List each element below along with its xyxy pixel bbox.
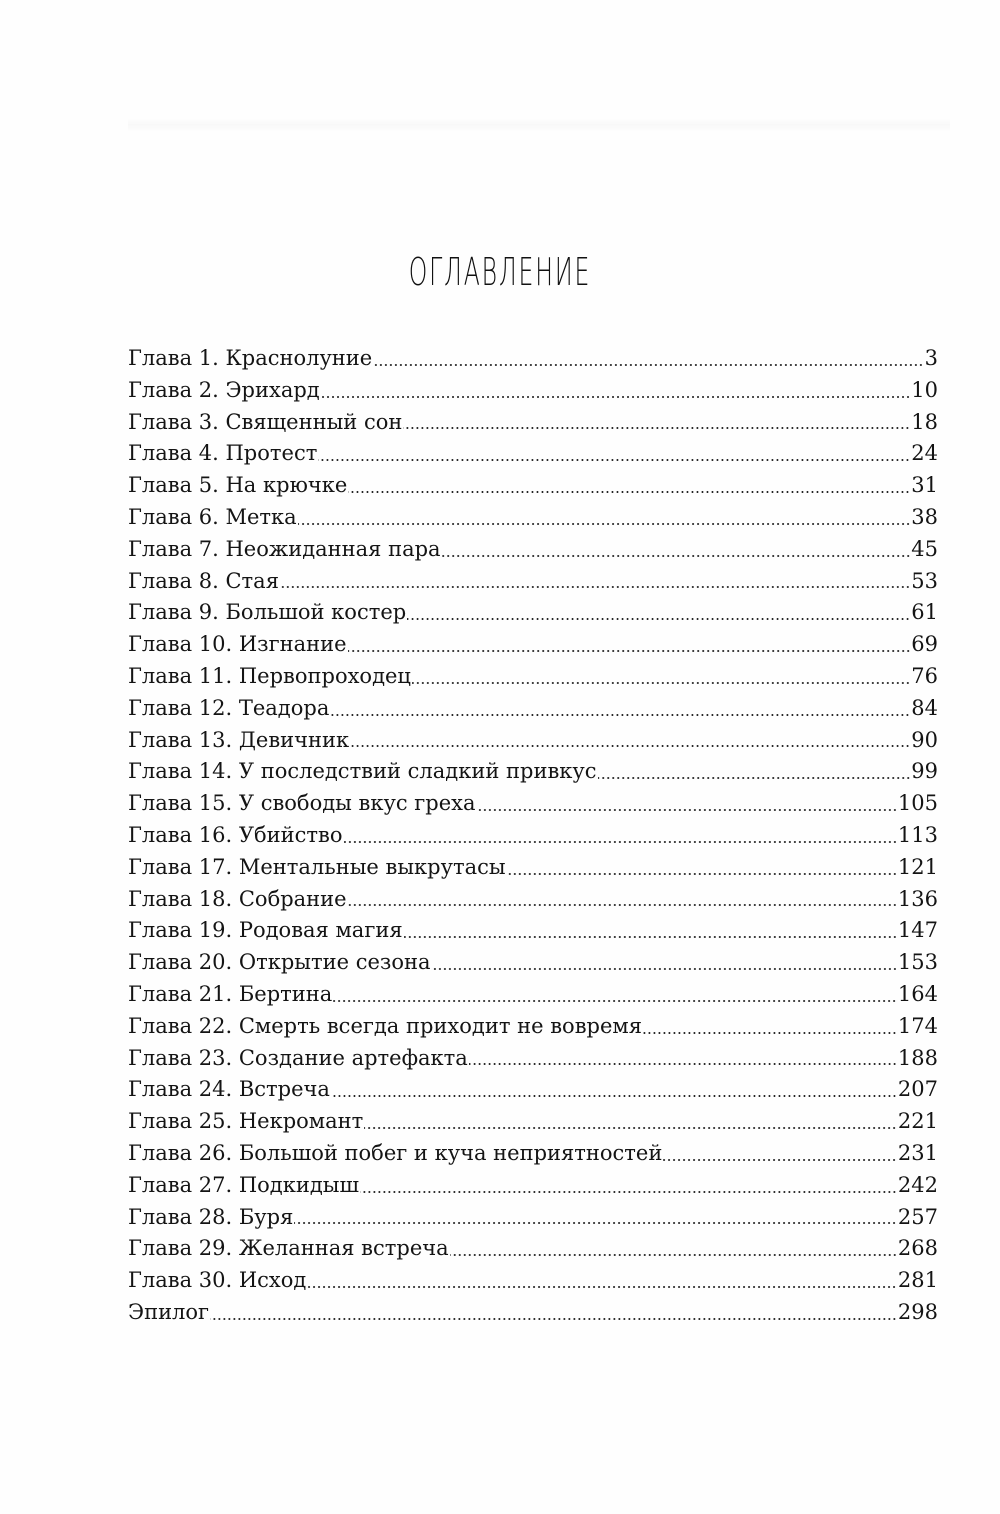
toc-entry-title: Глава 21. Бертина	[128, 981, 333, 1006]
toc-entry-page-number: 84	[911, 695, 938, 720]
toc-entry-title: Глава 20. Открытие сезона	[128, 950, 431, 975]
toc-entry-title: Глава 9. Большой костер	[128, 600, 407, 625]
toc-entry-title: Глава 27. Подкидыш	[128, 1172, 360, 1197]
toc-entry-page-number: 105	[897, 791, 938, 816]
toc-entry-title: Глава 1. Краснолуние	[128, 346, 373, 370]
toc-entry-title: Глава 23. Создание артефакта	[128, 1045, 468, 1070]
dot-leader	[364, 1127, 897, 1129]
toc-entry-page-number: 147	[897, 918, 938, 943]
bleed-through-header	[128, 118, 950, 132]
toc-entry[interactable]	[128, 884, 938, 916]
toc-entry-page-number: 53	[911, 568, 938, 593]
dot-leader	[450, 1254, 897, 1256]
toc-entry-title: Глава 26. Большой побег и куча неприятностей	[128, 1140, 663, 1165]
toc-entry[interactable]	[128, 1074, 938, 1106]
dot-leader	[373, 364, 923, 366]
toc-entry[interactable]	[128, 756, 938, 788]
dot-leader	[643, 1032, 897, 1034]
dot-leader	[404, 936, 897, 938]
toc-entry-page-number: 207	[897, 1077, 938, 1102]
toc-entry[interactable]	[128, 1202, 938, 1234]
toc-entry-page-number: 231	[897, 1140, 938, 1165]
toc-entry-title: Глава 3. Священный сон	[128, 409, 403, 434]
toc-entry-page-number: 268	[897, 1236, 938, 1261]
toc-entry[interactable]	[128, 661, 938, 693]
toc-entry-title: Глава 10. Изгнание	[128, 632, 347, 657]
toc-entry[interactable]	[128, 534, 938, 566]
toc-entry[interactable]	[128, 1297, 938, 1329]
toc-entry[interactable]	[128, 725, 938, 757]
toc-entry-page-number: 113	[897, 822, 938, 847]
table-of-contents	[128, 343, 938, 1329]
dot-leader	[350, 745, 910, 747]
dot-leader	[298, 523, 911, 525]
dot-leader	[294, 1222, 897, 1224]
toc-entry[interactable]	[128, 375, 938, 407]
toc-entry-title: Глава 18. Собрание	[128, 886, 347, 911]
dot-leader	[412, 682, 910, 684]
toc-entry-title: Глава 22. Смерть всегда приходит не вовремя	[128, 1013, 642, 1038]
toc-entry-title: Глава 24. Встреча	[128, 1077, 330, 1102]
dot-leader	[318, 459, 910, 461]
toc-entry-page-number: 3	[924, 346, 938, 370]
toc-entry[interactable]	[128, 820, 938, 852]
dot-leader	[321, 396, 911, 398]
toc-entry[interactable]	[128, 1011, 938, 1043]
toc-entry[interactable]	[128, 502, 938, 534]
dot-leader	[348, 904, 897, 906]
toc-entry[interactable]	[128, 597, 938, 629]
toc-entry-title: Глава 6. Метка	[128, 504, 297, 529]
toc-entry-title: Глава 17. Ментальные выкрутасы	[128, 854, 506, 879]
toc-entry-title: Глава 11. Первопроходец	[128, 663, 411, 688]
toc-entry[interactable]	[128, 1138, 938, 1170]
toc-entry-title: Глава 25. Некромант	[128, 1109, 364, 1134]
toc-entry-page-number: 31	[911, 473, 938, 498]
dot-leader	[432, 968, 897, 970]
toc-entry-title: Глава 29. Желанная встреча	[128, 1236, 449, 1261]
toc-entry-page-number: 221	[897, 1109, 938, 1134]
dot-leader	[307, 1286, 897, 1288]
toc-entry-page-number: 188	[897, 1045, 938, 1070]
toc-entry[interactable]	[128, 1106, 938, 1138]
toc-entry-page-number: 242	[897, 1172, 938, 1197]
toc-entry-page-number: 257	[897, 1204, 938, 1229]
dot-leader	[598, 777, 911, 779]
toc-entry-page-number: 174	[897, 1013, 938, 1038]
toc-entry[interactable]	[128, 788, 938, 820]
toc-entry-title: Глава 5. На крючке	[128, 473, 348, 498]
toc-entry-page-number: 76	[911, 663, 938, 688]
toc-entry[interactable]	[128, 979, 938, 1011]
dot-leader	[663, 1159, 897, 1161]
toc-entry-title: Глава 13. Девичник	[128, 727, 350, 752]
toc-entry-title: Глава 16. Убийство	[128, 822, 343, 847]
toc-entry-title: Глава 7. Неожиданная пара	[128, 536, 441, 561]
toc-entry[interactable]	[128, 1043, 938, 1075]
toc-entry-page-number: 99	[911, 759, 938, 784]
toc-entry[interactable]	[128, 566, 938, 598]
toc-entry-title: Глава 30. Исход	[128, 1268, 307, 1293]
toc-entry-page-number: 164	[897, 981, 938, 1006]
toc-entry-title: Глава 14. У последствий сладкий привкус	[128, 759, 597, 784]
page-title: ОГЛАВЛЕНИЕ	[408, 250, 592, 294]
dot-leader	[331, 1095, 897, 1097]
toc-entry-page-number: 24	[911, 441, 938, 466]
dot-leader	[333, 1000, 897, 1002]
toc-entry-page-number: 136	[897, 886, 938, 911]
toc-entry-page-number: 18	[911, 409, 938, 434]
toc-entry-title: Глава 12. Теадора	[128, 695, 330, 720]
toc-entry[interactable]	[128, 1233, 938, 1265]
toc-entry[interactable]	[128, 947, 938, 979]
toc-entry-page-number: 281	[897, 1268, 938, 1293]
dot-leader	[348, 650, 911, 652]
toc-entry-page-number: 298	[897, 1299, 938, 1324]
toc-entry-page-number: 90	[911, 727, 938, 752]
toc-entry[interactable]	[128, 1265, 938, 1297]
toc-entry-page-number: 153	[897, 950, 938, 975]
dot-leader	[407, 618, 910, 620]
toc-entry-page-number: 45	[911, 536, 938, 561]
toc-entry-title: Глава 4. Протест	[128, 441, 318, 466]
toc-entry-page-number: 38	[911, 504, 938, 529]
toc-entry[interactable]	[128, 438, 938, 470]
toc-entry-title: Глава 8. Стая	[128, 568, 279, 593]
dot-leader	[348, 491, 910, 493]
dot-leader	[330, 714, 910, 716]
dot-leader	[469, 1063, 897, 1065]
toc-entry-title: Эпилог	[128, 1299, 210, 1324]
dot-leader	[344, 841, 897, 843]
dot-leader	[210, 1318, 897, 1320]
toc-entry[interactable]	[128, 693, 938, 725]
toc-entry-page-number: 69	[911, 632, 938, 657]
dot-leader	[442, 555, 911, 557]
toc-entry[interactable]	[128, 915, 938, 947]
toc-entry-title: Глава 28. Буря	[128, 1204, 294, 1229]
dot-leader	[477, 809, 897, 811]
toc-entry-page-number: 121	[897, 854, 938, 879]
toc-entry-title: Глава 19. Родовая магия	[128, 918, 403, 943]
toc-entry-page-number: 61	[911, 600, 938, 625]
toc-entry-page-number: 10	[911, 377, 938, 402]
toc-entry[interactable]	[128, 343, 938, 375]
toc-entry[interactable]	[128, 629, 938, 661]
toc-entry[interactable]	[128, 470, 938, 502]
toc-entry-title: Глава 2. Эрихард	[128, 377, 320, 402]
dot-leader	[507, 873, 897, 875]
dot-leader	[280, 586, 910, 588]
toc-entry-title: Глава 15. У свободы вкус греха	[128, 791, 476, 816]
dot-leader	[360, 1191, 897, 1193]
dot-leader	[403, 427, 910, 429]
toc-entry[interactable]	[128, 1170, 938, 1202]
toc-entry[interactable]	[128, 852, 938, 884]
toc-entry[interactable]	[128, 407, 938, 439]
